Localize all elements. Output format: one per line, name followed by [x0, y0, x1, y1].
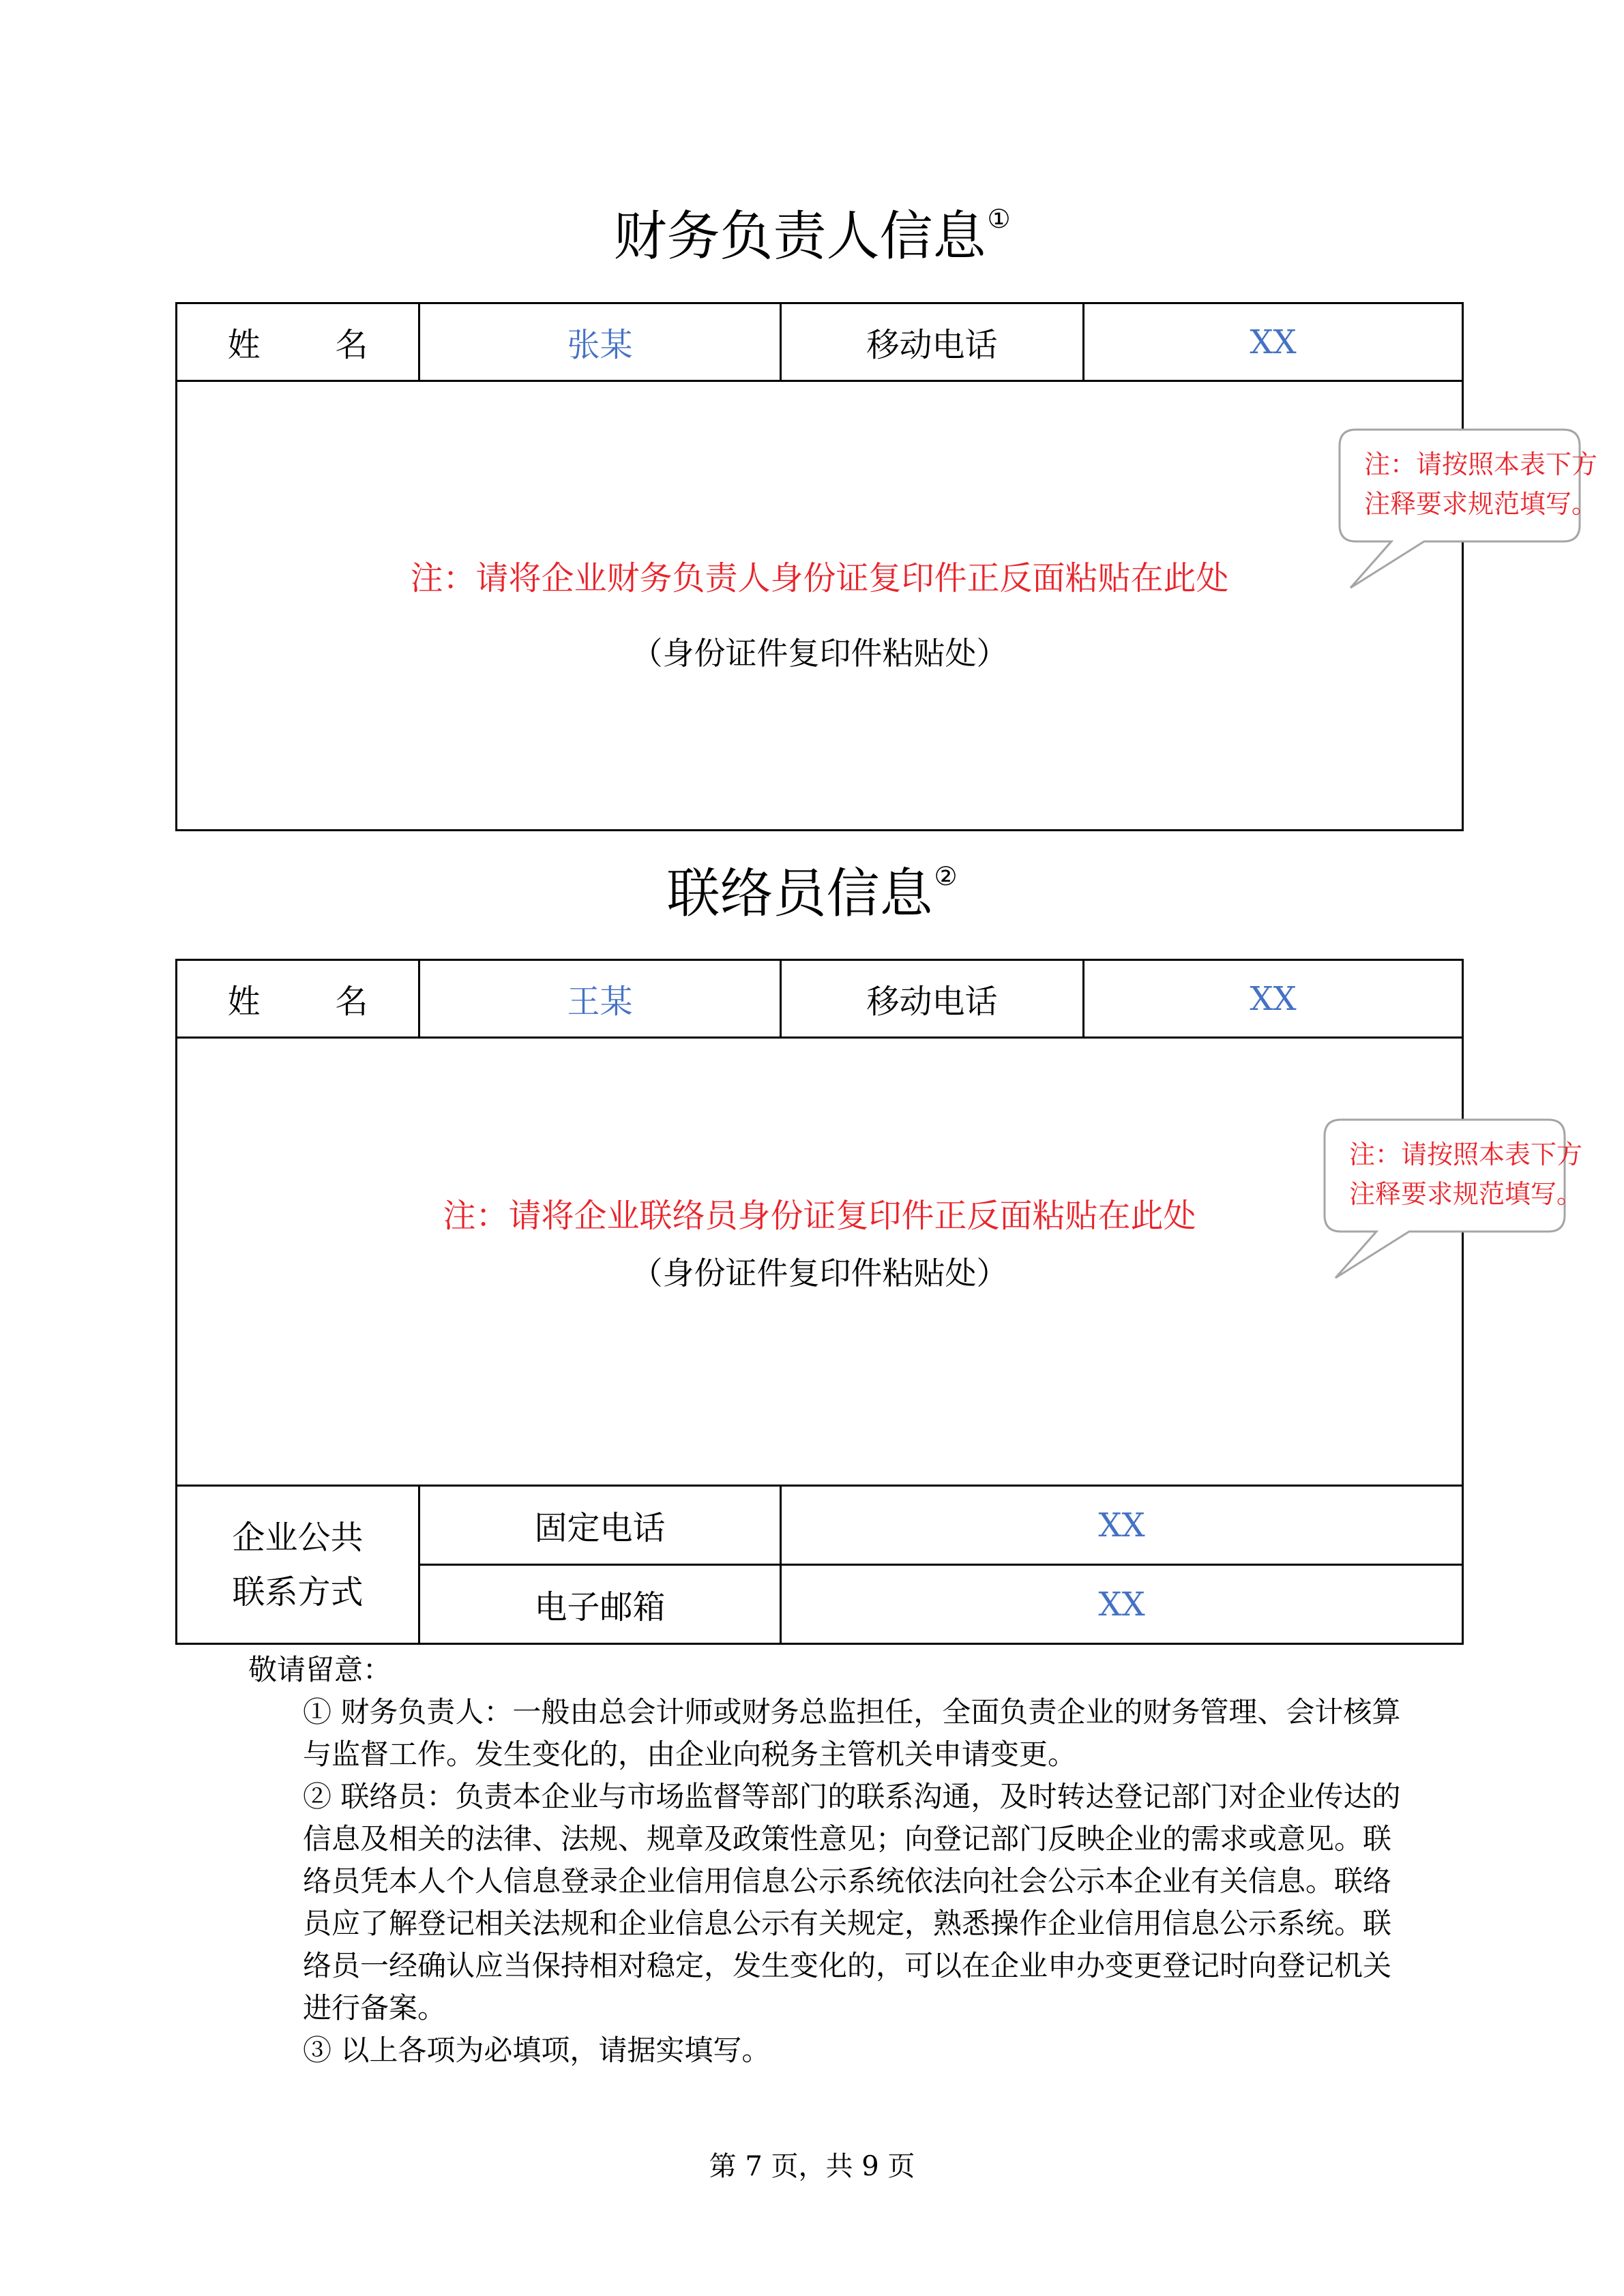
section2-title: [0, 861, 1624, 925]
name-label-char-1: 姓: [227, 326, 261, 364]
section1-title: [0, 204, 1624, 267]
phone-label-cell: [781, 960, 1084, 1038]
phone-value-field[interactable]: [1084, 960, 1463, 1038]
note-item-3: ③ 以上各项为必填项，请据实填写。: [303, 2033, 771, 2067]
fixed-phone-label-cell: [419, 1486, 781, 1565]
name-value: 王某: [567, 983, 633, 1021]
name-label-char-2: 名: [335, 326, 368, 364]
finance-officer-table: [175, 302, 1464, 831]
callout-note-2: [1322, 1118, 1583, 1282]
page-number: 第 7 页，共 9 页: [709, 2151, 915, 2182]
phone-value-field[interactable]: [1084, 303, 1463, 381]
email-value-field[interactable]: [781, 1565, 1463, 1644]
name-value-field[interactable]: [419, 960, 781, 1038]
fixed-phone-label: 固定电话: [534, 1509, 666, 1547]
paste-hint: （身份证件复印件粘贴处）: [631, 1254, 1008, 1292]
public-contact-label-2: 联系方式: [232, 1572, 364, 1611]
public-contact-label-cell: [177, 1486, 419, 1644]
phone-label: 移动电话: [866, 326, 998, 364]
callout-line-2: 注释要求规范填写。: [1364, 489, 1598, 519]
paste-instruction: 注：请将企业财务负责人身份证复印件正反面粘贴在此处: [410, 558, 1229, 597]
section1-title-text: 财务负责人信息: [613, 206, 986, 267]
email-value: XX: [1098, 1585, 1145, 1624]
id-copy-paste-area: [177, 1038, 1463, 1486]
paste-hint: （身份证件复印件粘贴处）: [631, 634, 1008, 672]
name-label-char-2: 名: [335, 983, 368, 1021]
fixed-phone-value: XX: [1098, 1506, 1145, 1545]
callout-note-1: [1337, 428, 1598, 592]
id-copy-paste-area: [177, 381, 1463, 831]
name-label-cell: [177, 303, 419, 381]
phone-value: XX: [1250, 979, 1297, 1018]
paste-instruction: 注：请将企业联络员身份证复印件正反面粘贴在此处: [443, 1196, 1196, 1235]
section1-title-mark: ①: [987, 204, 1011, 234]
liaison-table: [175, 959, 1464, 1645]
phone-label: 移动电话: [866, 983, 998, 1021]
name-value-field[interactable]: [419, 303, 781, 381]
callout-line-2: 注释要求规范填写。: [1349, 1179, 1583, 1209]
note-item-1: ① 财务负责人：一般由总会计师或财务总监担任，全面负责企业的财务管理、会计核算与监督工作。发生变化的，由企业向税务主管机关申请变更。: [303, 1695, 1401, 1771]
name-value: 张某: [567, 326, 633, 364]
callout-line-1: 注：请按照本表下方: [1349, 1139, 1583, 1169]
name-label-cell: [177, 960, 419, 1038]
note-item-2: ② 联络员：负责本企业与市场监督等部门的联系沟通，及时转达登记部门对企业传达的信息及相关的法律、法规、规章及政策性意见；向登记部门反映企业的需求或意见。联络员凭本人个人信息登录企业信用信息公示系统依法向社会公示本企业有关信息。联络员应了解登记相关法规和企业信息公示有关规定，熟悉操作企业信用信息公示系统。联络员一经确认应当保持相对稳定，发生变化的，可以在企业申办变更登记时向登记机关进行备案。: [303, 1780, 1401, 2025]
name-label-char-1: 姓: [227, 983, 261, 1021]
notes-section: [248, 1649, 1408, 2072]
email-label: 电子邮箱: [534, 1588, 666, 1626]
phone-label-cell: [781, 303, 1084, 381]
phone-value: XX: [1250, 323, 1297, 361]
section2-title-mark: ②: [934, 861, 958, 891]
public-contact-label-1: 企业公共: [232, 1518, 364, 1557]
fixed-phone-value-field[interactable]: [781, 1486, 1463, 1565]
email-label-cell: [419, 1565, 781, 1644]
section2-title-text: 联络员信息: [666, 863, 933, 925]
callout-line-1: 注：请按照本表下方: [1364, 449, 1598, 479]
notes-heading: 敬请留意：: [248, 1653, 392, 1686]
